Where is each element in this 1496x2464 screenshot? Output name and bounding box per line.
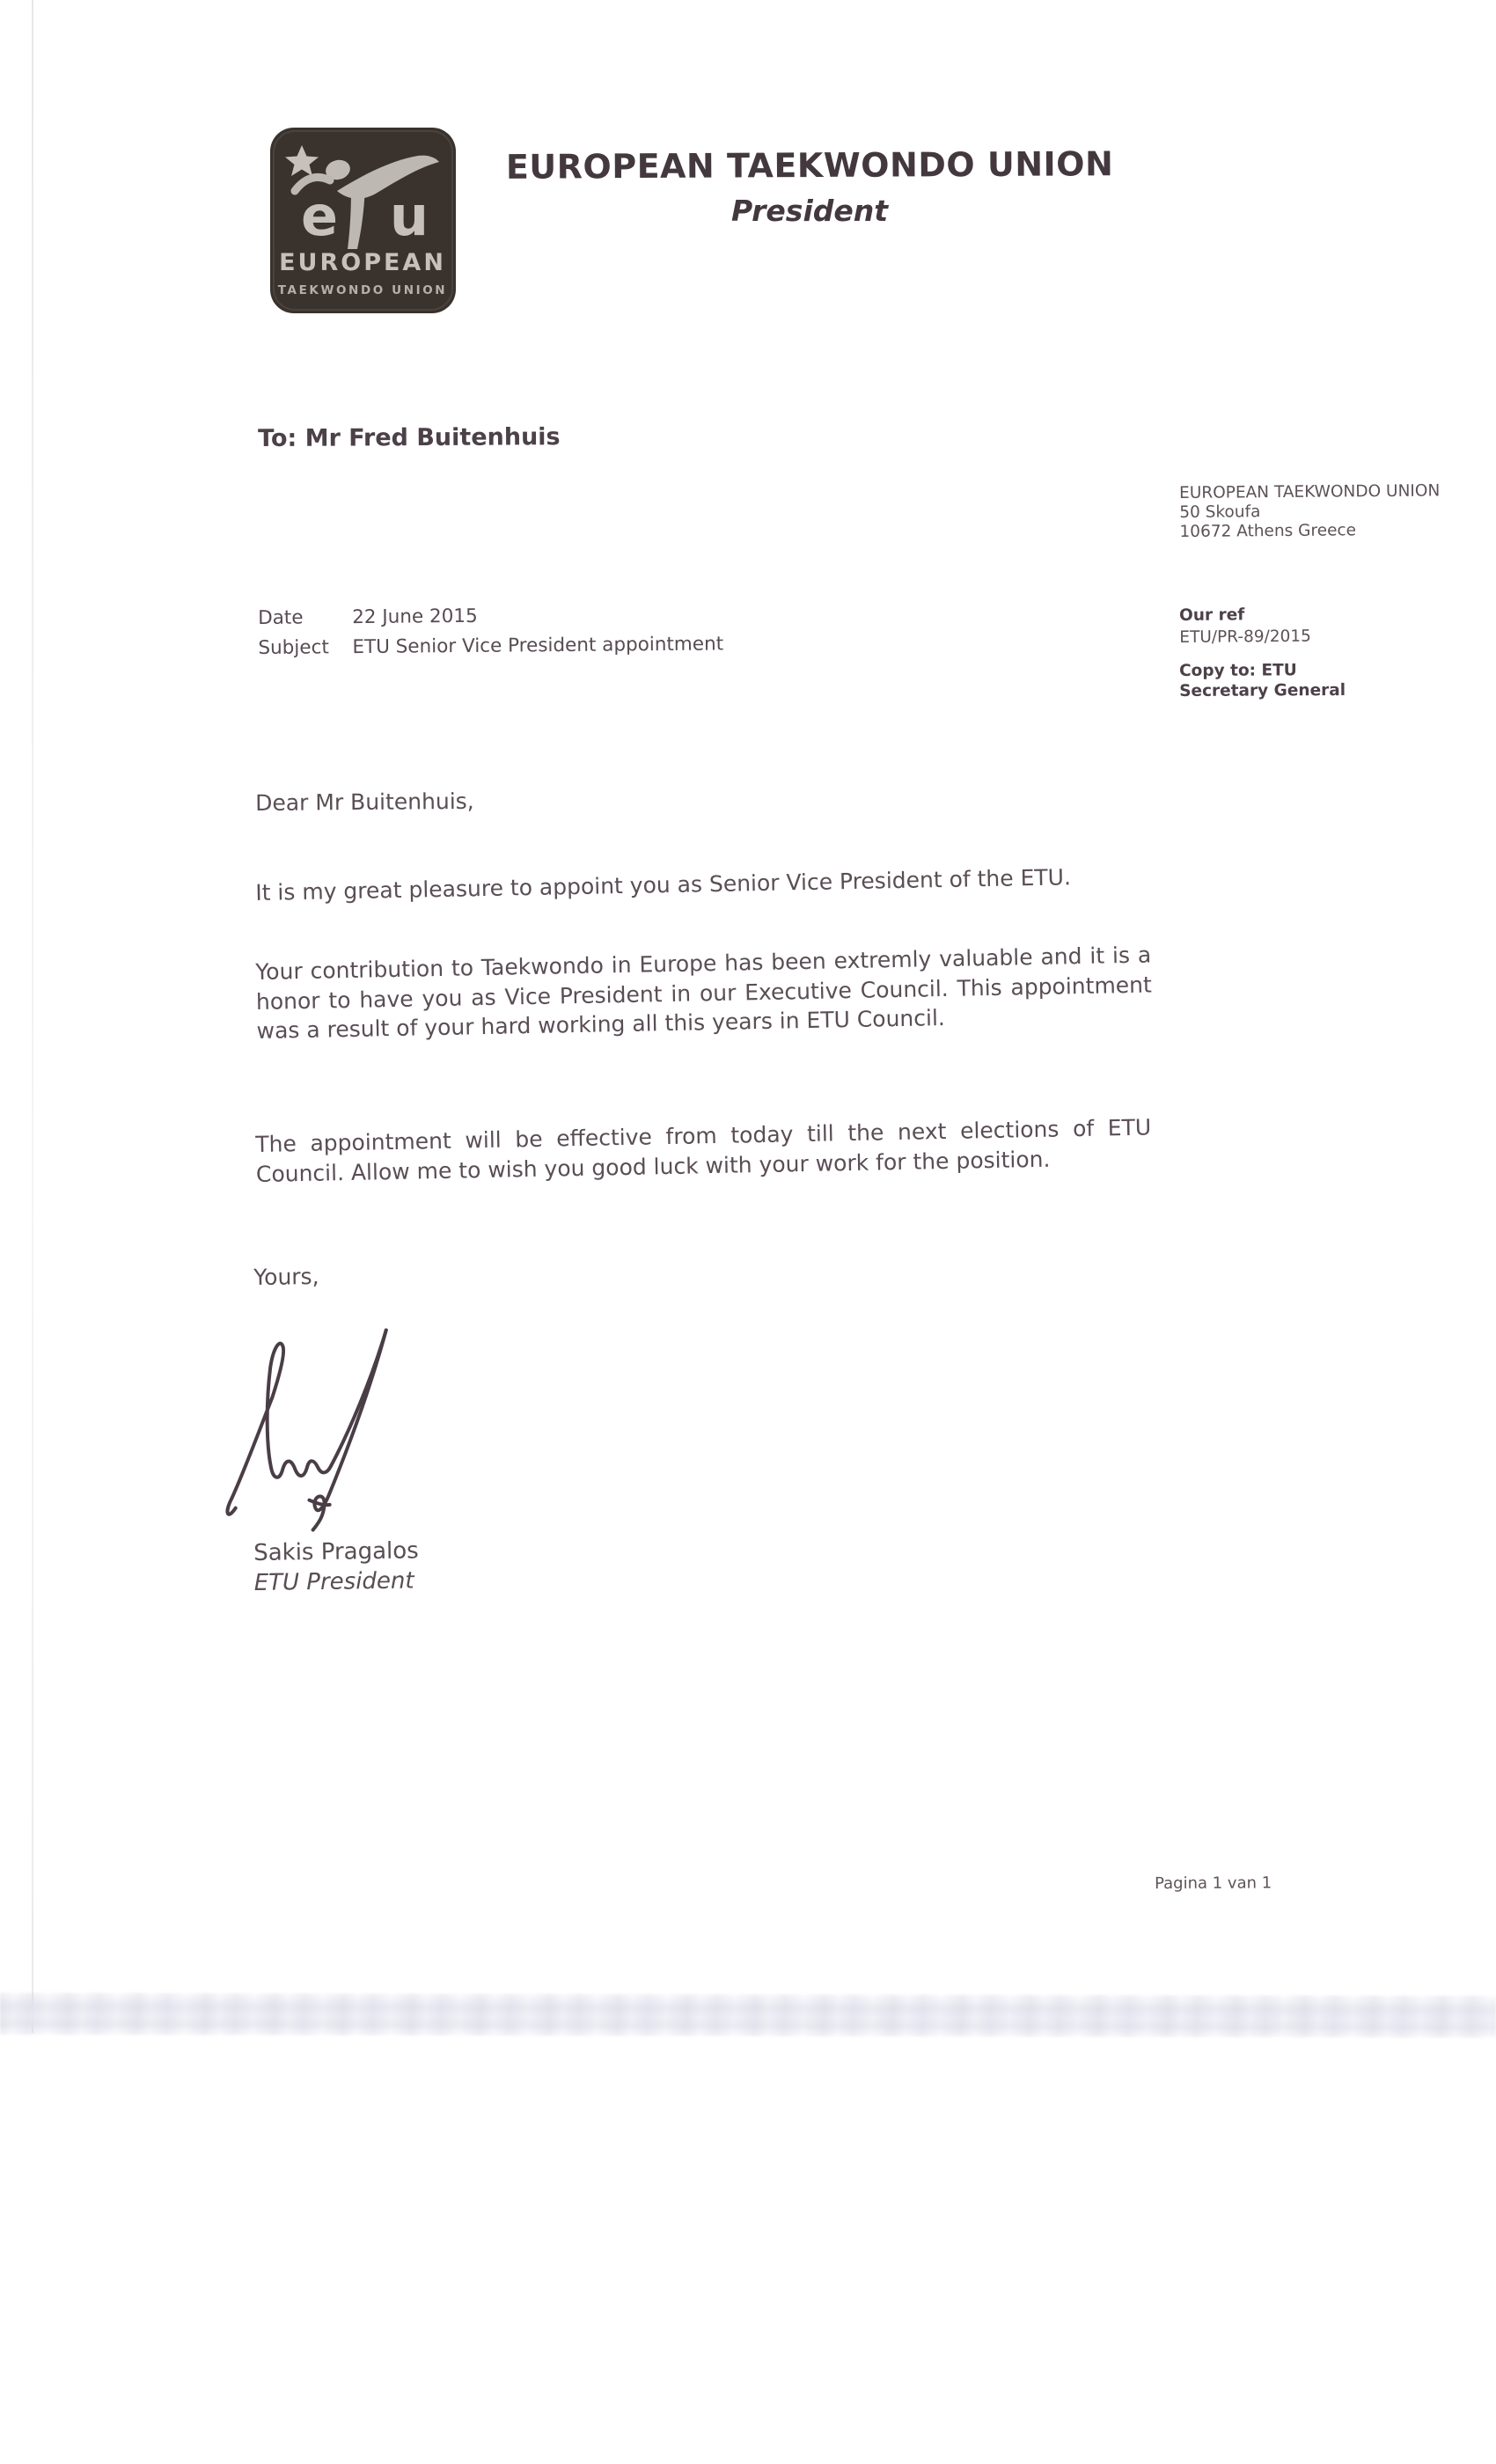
logo-line2: TAEKWONDO UNION: [277, 283, 448, 297]
logo-line1: EUROPEAN: [279, 249, 446, 276]
letterhead: [475, 144, 1144, 228]
salutation: Dear Mr Buitenhuis,: [255, 788, 474, 816]
sender-address: [1179, 481, 1441, 542]
sender-address-line: EUROPEAN TAEKWONDO UNION: [1179, 481, 1441, 502]
sender-address-line: 50 Skoufa: [1179, 502, 1261, 522]
our-ref-label: Our ref: [1179, 605, 1245, 625]
signer-block: [253, 1536, 419, 1598]
meta-block: [258, 599, 723, 664]
logo-letter-u: u: [389, 184, 429, 248]
our-ref-value: ETU/PR-89/2015: [1179, 627, 1311, 647]
signature-image: [217, 1288, 432, 1537]
scan-edge-artifact: [32, 0, 33, 2033]
subject-value: ETU Senior Vice President appointment: [352, 633, 724, 659]
signer-title: ETU President: [253, 1567, 414, 1596]
signature-stroke-main: [222, 1342, 333, 1514]
recipient-line: To: Mr Fred Buitenhuis: [258, 423, 561, 452]
logo-letter-e: e: [300, 184, 339, 248]
signature-strokes: [217, 1288, 432, 1537]
scan-bottom-artifact: [0, 1992, 1496, 2038]
letterhead-org: EUROPEAN TAEKWONDO UNION: [505, 144, 1114, 187]
etu-logo-graphic: [268, 126, 458, 315]
letterhead-role: President: [730, 194, 889, 228]
etu-logo: [268, 126, 458, 315]
page-indicator: Pagina 1 van 1: [1155, 1874, 1272, 1893]
our-ref-block: [1179, 604, 1311, 649]
date-row: [258, 599, 723, 634]
signer-name: Sakis Pragalos: [253, 1537, 419, 1566]
copy-to-block: Copy to: ETU Secretary General: [1179, 661, 1346, 700]
date-value: 22 June 2015: [352, 605, 478, 629]
body-paragraph-2: Your contribution to Taekwondo in Europe has been extremly valuable and it is a honor to have you as Vice President in our Executive Council. This appointment was a result of your hard working all this years in ETU Council.: [255, 942, 1153, 1044]
subject-row: [258, 629, 723, 664]
sender-address-line: 10672 Athens Greece: [1179, 521, 1357, 541]
body-paragraph-1: It is my great pleasure to appoint you as Senior Vice President of the ETU.: [255, 864, 1072, 906]
closing: Yours,: [253, 1263, 319, 1290]
subject-label: Subject: [258, 636, 329, 659]
date-label: Date: [258, 606, 304, 629]
body-paragraph-3: The appointment will be effective from today till the next elections of ETU Council. Allow me to wish you good luck with your work for the position.: [255, 1114, 1152, 1187]
